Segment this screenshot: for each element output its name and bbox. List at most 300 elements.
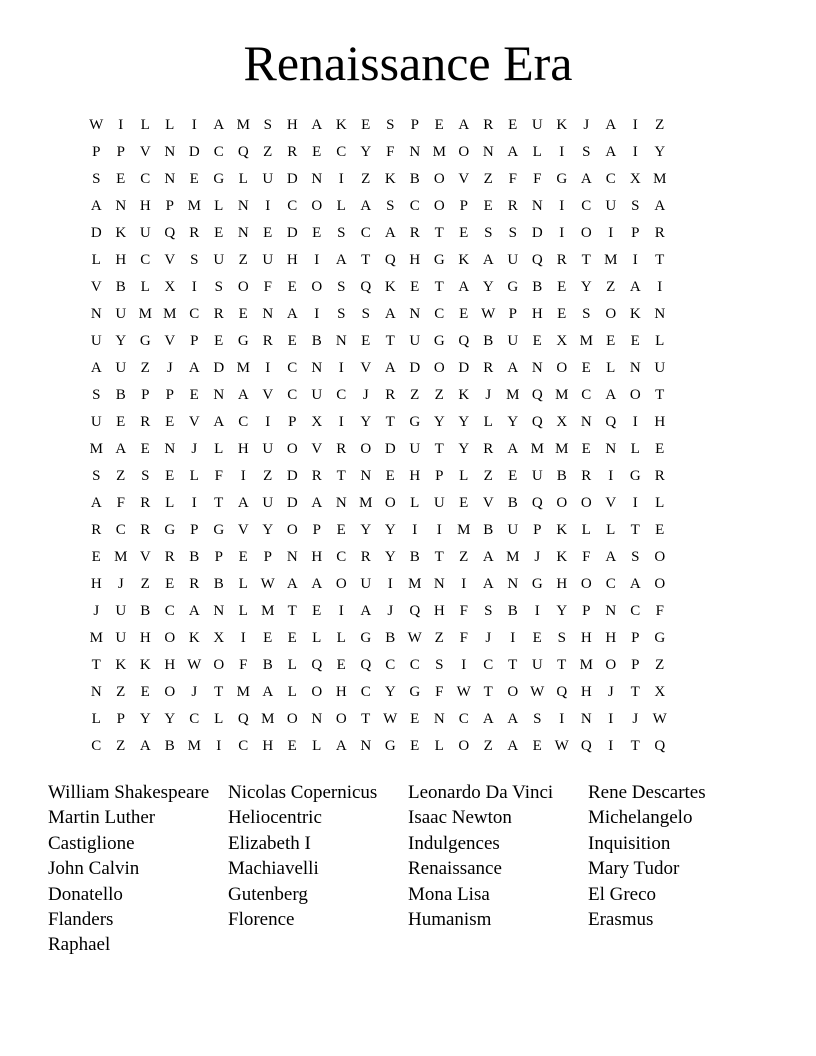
grid-letter: E [287, 738, 297, 754]
grid-letter: H [286, 252, 298, 268]
grid-letter: H [90, 576, 102, 592]
grid-letter: M [236, 684, 250, 700]
grid-letter: L [140, 117, 150, 133]
grid-letter: L [434, 738, 444, 754]
grid-letter: O [605, 657, 617, 673]
word-list-item: Flanders [48, 908, 114, 930]
grid-letter: E [238, 549, 248, 565]
grid-letter: H [433, 603, 445, 619]
grid-letter: C [91, 738, 102, 754]
grid-row [84, 112, 745, 139]
grid-letter: O [335, 711, 347, 727]
grid-letter: Y [556, 603, 568, 619]
grid-letter: C [164, 603, 175, 619]
grid-letter: S [631, 198, 640, 214]
grid-letter: V [164, 252, 176, 268]
grid-letter: Z [410, 387, 420, 403]
word-list-item: Leonardo Da Vinci [408, 782, 554, 803]
grid-letter: E [287, 333, 297, 349]
grid-letter: N [654, 306, 666, 322]
grid-letter: N [482, 144, 494, 160]
grid-row [84, 274, 745, 301]
grid-letter: I [632, 144, 638, 160]
grid-letter: F [459, 603, 468, 619]
grid-letter: U [262, 252, 274, 268]
grid-letter: L [91, 252, 101, 268]
grid-letter: O [311, 198, 323, 214]
grid-letter: U [311, 387, 323, 403]
grid-letter: M [89, 630, 103, 646]
grid-letter: N [237, 198, 249, 214]
grid-letter: L [189, 468, 199, 484]
grid-letter: E [361, 117, 371, 133]
grid-letter: C [115, 522, 126, 538]
grid-letter: M [653, 171, 667, 187]
grid-letter: E [483, 198, 493, 214]
grid-letter: N [409, 144, 421, 160]
grid-letter: B [409, 549, 420, 565]
grid-letter: A [90, 198, 102, 214]
grid-letter: A [115, 441, 127, 457]
grid-letter: C [630, 603, 641, 619]
grid-letter: P [165, 387, 174, 403]
grid-letter: J [362, 387, 369, 403]
grid-letter: O [605, 306, 617, 322]
grid-letter: A [213, 414, 225, 430]
grid-letter: L [165, 495, 175, 511]
grid-row [84, 652, 745, 679]
grid-letter: U [115, 306, 127, 322]
grid-letter: H [139, 630, 151, 646]
grid-letter: I [534, 603, 540, 619]
grid-letter: O [237, 279, 249, 295]
grid-letter: Z [361, 171, 371, 187]
grid-letter: P [263, 549, 272, 565]
grid-letter: E [532, 333, 542, 349]
grid-letter: Y [384, 549, 396, 565]
grid-letter: E [140, 684, 150, 700]
grid-letter: P [459, 198, 468, 214]
grid-letter: D [213, 360, 225, 376]
grid-letter: K [384, 279, 396, 295]
grid-letter: D [458, 360, 470, 376]
grid-letter: W [260, 576, 275, 592]
grid-letter: L [91, 711, 101, 727]
grid-letter: K [458, 252, 470, 268]
grid-letter: Q [531, 414, 543, 430]
grid-letter: H [654, 414, 666, 430]
grid-letter: D [90, 225, 102, 241]
grid-letter: H [139, 198, 151, 214]
grid-letter: Z [263, 468, 273, 484]
word-list-item: Florence [228, 908, 295, 930]
grid-letter: T [630, 684, 640, 700]
grid-letter: R [140, 495, 151, 511]
grid-letter: U [531, 468, 543, 484]
grid-letter: A [311, 117, 323, 133]
grid-letter: P [190, 333, 199, 349]
grid-letter: H [311, 549, 323, 565]
grid-letter: B [262, 657, 273, 673]
grid-letter: G [556, 171, 568, 187]
grid-letter: U [115, 630, 127, 646]
grid-letter: A [90, 495, 102, 511]
grid-letter: L [312, 630, 322, 646]
grid-letter: Y [433, 414, 445, 430]
grid-letter: N [213, 387, 225, 403]
grid-letter: G [433, 252, 445, 268]
word-list-item: Rene Descartes [588, 782, 706, 803]
grid-letter: I [608, 711, 614, 727]
grid-letter: B [115, 279, 126, 295]
grid-letter: K [556, 522, 568, 538]
grid-letter: S [557, 630, 566, 646]
grid-letter: I [608, 738, 614, 754]
grid-letter: U [90, 414, 102, 430]
grid-row [84, 328, 745, 355]
grid-row [84, 733, 745, 760]
grid-letter: M [579, 333, 593, 349]
grid-letter: Y [384, 684, 396, 700]
grid-letter: I [632, 414, 638, 430]
grid-letter: I [436, 522, 442, 538]
grid-letter: D [384, 441, 396, 457]
grid-letter: T [581, 252, 591, 268]
grid-letter: U [531, 657, 543, 673]
grid-letter: P [214, 549, 223, 565]
grid-letter: O [164, 684, 176, 700]
grid-letter: N [311, 711, 323, 727]
grid-letter: N [409, 306, 421, 322]
grid-letter: I [632, 117, 638, 133]
grid-letter: S [263, 117, 272, 133]
grid-letter: M [138, 306, 152, 322]
grid-letter: X [556, 414, 568, 430]
grid-letter: V [482, 495, 494, 511]
grid-letter: Y [262, 522, 274, 538]
grid-letter: W [554, 738, 569, 754]
grid-letter: Y [384, 522, 396, 538]
grid-letter: M [555, 441, 569, 457]
grid-letter: L [532, 144, 542, 160]
grid-letter: T [434, 549, 444, 565]
grid-letter: E [263, 630, 273, 646]
grid-letter: E [336, 522, 346, 538]
grid-letter: M [187, 198, 201, 214]
grid-letter: D [531, 225, 543, 241]
word-list-item: Machiavelli [228, 858, 319, 880]
grid-letter: N [237, 225, 249, 241]
grid-letter: Z [606, 279, 616, 295]
grid-letter: O [360, 441, 372, 457]
grid-letter: B [483, 333, 494, 349]
grid-letter: A [90, 360, 102, 376]
grid-letter: Q [311, 657, 323, 673]
grid-letter: V [139, 144, 151, 160]
grid-letter: F [214, 468, 223, 484]
grid-letter: E [263, 225, 273, 241]
grid-letter: M [530, 441, 544, 457]
grid-letter: Q [654, 738, 666, 754]
grid-letter: U [115, 603, 127, 619]
grid-row [84, 139, 745, 166]
grid-letter: A [188, 360, 200, 376]
grid-letter: N [213, 603, 225, 619]
grid-letter: E [630, 333, 640, 349]
grid-letter: A [507, 360, 519, 376]
grid-letter: O [213, 657, 225, 673]
word-list-item: Heliocentric [228, 807, 322, 829]
grid-letter: L [581, 522, 591, 538]
grid-letter: Y [115, 333, 127, 349]
grid-letter: I [338, 360, 344, 376]
grid-letter: E [312, 603, 322, 619]
grid-letter: J [387, 603, 394, 619]
grid-letter: Y [360, 414, 372, 430]
grid-letter: Z [655, 117, 665, 133]
grid-letter: R [311, 468, 322, 484]
grid-letter: B [164, 738, 175, 754]
grid-letter: L [238, 171, 248, 187]
grid-letter: K [335, 117, 347, 133]
grid-letter: S [92, 468, 101, 484]
grid-letter: U [90, 333, 102, 349]
grid-letter: T [508, 657, 518, 673]
grid-letter: R [483, 360, 494, 376]
grid-letter: B [189, 549, 200, 565]
grid-letter: Q [360, 279, 372, 295]
grid-letter: N [286, 549, 298, 565]
grid-letter: N [531, 360, 543, 376]
word-list-item: Inquisition [588, 832, 671, 854]
grid-letter: A [311, 495, 323, 511]
grid-letter: J [632, 711, 639, 727]
grid-letter: J [166, 360, 173, 376]
grid-letter: B [115, 387, 126, 403]
word-list-item: Elizabeth I [228, 832, 311, 854]
grid-letter: P [312, 522, 321, 538]
grid-letter: E [214, 333, 224, 349]
grid-letter: G [433, 333, 445, 349]
grid-letter: V [90, 279, 102, 295]
grid-letter: E [385, 468, 395, 484]
grid-letter: X [311, 414, 323, 430]
grid-letter: O [311, 684, 323, 700]
grid-letter: E [312, 225, 322, 241]
grid-letter: H [580, 630, 592, 646]
grid-letter: E [287, 630, 297, 646]
grid-letter: F [508, 171, 517, 187]
grid-letter: L [312, 738, 322, 754]
grid-letter: U [262, 441, 274, 457]
grid-letter: R [483, 117, 494, 133]
grid-letter: I [338, 603, 344, 619]
grid-letter: M [555, 387, 569, 403]
grid-letter: D [286, 495, 298, 511]
word-list-item: Mary Tudor [588, 858, 680, 880]
grid-letter: E [165, 414, 175, 430]
grid-letter: I [314, 306, 320, 322]
grid-letter: R [140, 414, 151, 430]
grid-letter: A [360, 603, 372, 619]
word-list-item: Martin Luther [48, 807, 156, 829]
grid-letter: A [360, 198, 372, 214]
grid-letter: S [92, 171, 101, 187]
grid-letter: N [311, 360, 323, 376]
grid-letter: Q [531, 495, 543, 511]
grid-letter: M [579, 657, 593, 673]
grid-letter: H [286, 117, 298, 133]
word-list-item: Mona Lisa [408, 883, 490, 905]
grid-letter: A [507, 738, 519, 754]
grid-letter: S [508, 225, 517, 241]
grid-letter: Q [531, 252, 543, 268]
grid-letter: M [506, 387, 520, 403]
grid-letter: D [286, 171, 298, 187]
grid-letter: E [410, 279, 420, 295]
grid-letter: A [286, 576, 298, 592]
grid-letter: R [581, 468, 592, 484]
word-list-item: Castiglione [48, 832, 135, 854]
grid-letter: A [139, 738, 151, 754]
grid-letter: W [530, 684, 545, 700]
grid-letter: P [582, 603, 591, 619]
grid-letter: C [287, 198, 298, 214]
grid-letter: X [164, 279, 176, 295]
grid-letter: I [461, 657, 467, 673]
grid-letter: N [360, 738, 372, 754]
grid-letter: Y [507, 414, 519, 430]
grid-letter: J [534, 549, 541, 565]
word-list-item: El Greco [588, 883, 657, 905]
grid-letter: H [237, 441, 249, 457]
grid-letter: A [384, 225, 396, 241]
grid-letter: Q [580, 738, 592, 754]
grid-letter: W [456, 684, 471, 700]
grid-letter: I [338, 414, 344, 430]
grid-letter: S [337, 306, 346, 322]
grid-letter: A [580, 171, 592, 187]
grid-letter: M [89, 441, 103, 457]
grid-letter: M [604, 252, 618, 268]
grid-letter: U [262, 171, 274, 187]
grid-letter: S [92, 387, 101, 403]
grid-letter: S [582, 306, 591, 322]
grid-letter: E [165, 576, 175, 592]
grid-letter: Q [531, 387, 543, 403]
grid-letter: O [654, 549, 666, 565]
word-list-item: Indulgences [408, 832, 500, 854]
grid-letter: C [287, 387, 298, 403]
grid-letter: L [214, 198, 224, 214]
grid-letter: R [91, 522, 102, 538]
grid-letter: V [311, 441, 323, 457]
grid-letter: E [459, 306, 469, 322]
grid-letter: Q [605, 414, 617, 430]
grid-letter: V [139, 549, 151, 565]
grid-letter: I [191, 279, 197, 295]
grid-letter: M [114, 549, 128, 565]
grid-letter: W [383, 711, 398, 727]
grid-letter: R [556, 252, 567, 268]
grid-letter: E [581, 441, 591, 457]
grid-letter: M [432, 144, 446, 160]
grid-letter: O [580, 495, 592, 511]
grid-letter: E [312, 144, 322, 160]
grid-letter: U [654, 360, 666, 376]
grid-letter: I [338, 171, 344, 187]
grid-letter: U [433, 495, 445, 511]
grid-letter: T [361, 711, 371, 727]
grid-letter: K [556, 549, 568, 565]
grid-letter: T [483, 684, 493, 700]
grid-letter: A [188, 603, 200, 619]
word-list [48, 780, 788, 958]
grid-letter: W [89, 117, 104, 133]
grid-letter: P [116, 144, 125, 160]
grid-letter: E [91, 549, 101, 565]
grid-letter: S [631, 549, 640, 565]
grid-letter: Z [434, 630, 444, 646]
grid-letter: P [116, 711, 125, 727]
grid-letter: A [629, 279, 641, 295]
grid-letter: W [481, 306, 496, 322]
grid-letter: B [532, 279, 543, 295]
grid-letter: A [605, 144, 617, 160]
grid-letter: H [409, 468, 421, 484]
grid-letter: C [434, 306, 445, 322]
grid-letter: S [337, 225, 346, 241]
grid-letter: L [459, 468, 469, 484]
grid-letter: B [140, 603, 151, 619]
grid-letter: S [484, 603, 493, 619]
grid-letter: A [286, 306, 298, 322]
grid-letter: H [531, 306, 543, 322]
word-list-item: Donatello [48, 883, 123, 905]
grid-letter: N [433, 576, 445, 592]
grid-letter: E [434, 117, 444, 133]
grid-letter: W [187, 657, 202, 673]
grid-letter: V [605, 495, 617, 511]
grid-letter: P [165, 198, 174, 214]
grid-letter: X [629, 171, 641, 187]
grid-letter: G [213, 522, 225, 538]
word-list-item: Renaissance [408, 858, 502, 880]
grid-letter: L [214, 711, 224, 727]
grid-letter: T [385, 414, 395, 430]
grid-letter: N [311, 171, 323, 187]
grid-letter: Z [238, 252, 248, 268]
grid-letter: Q [237, 144, 249, 160]
grid-letter: J [93, 603, 100, 619]
grid-letter: T [385, 333, 395, 349]
grid-letter: G [164, 522, 176, 538]
grid-letter: E [532, 630, 542, 646]
grid-row [84, 220, 745, 247]
grid-letter: F [386, 144, 395, 160]
grid-letter: E [287, 279, 297, 295]
grid-letter: U [139, 225, 151, 241]
grid-letter: I [461, 576, 467, 592]
grid-letter: T [630, 738, 640, 754]
grid-letter: E [410, 738, 420, 754]
grid-letter: Z [116, 738, 126, 754]
grid-letter: Z [140, 360, 150, 376]
grid-letter: C [287, 360, 298, 376]
grid-letter: E [238, 306, 248, 322]
grid-letter: A [262, 684, 274, 700]
grid-letter: C [140, 171, 151, 187]
